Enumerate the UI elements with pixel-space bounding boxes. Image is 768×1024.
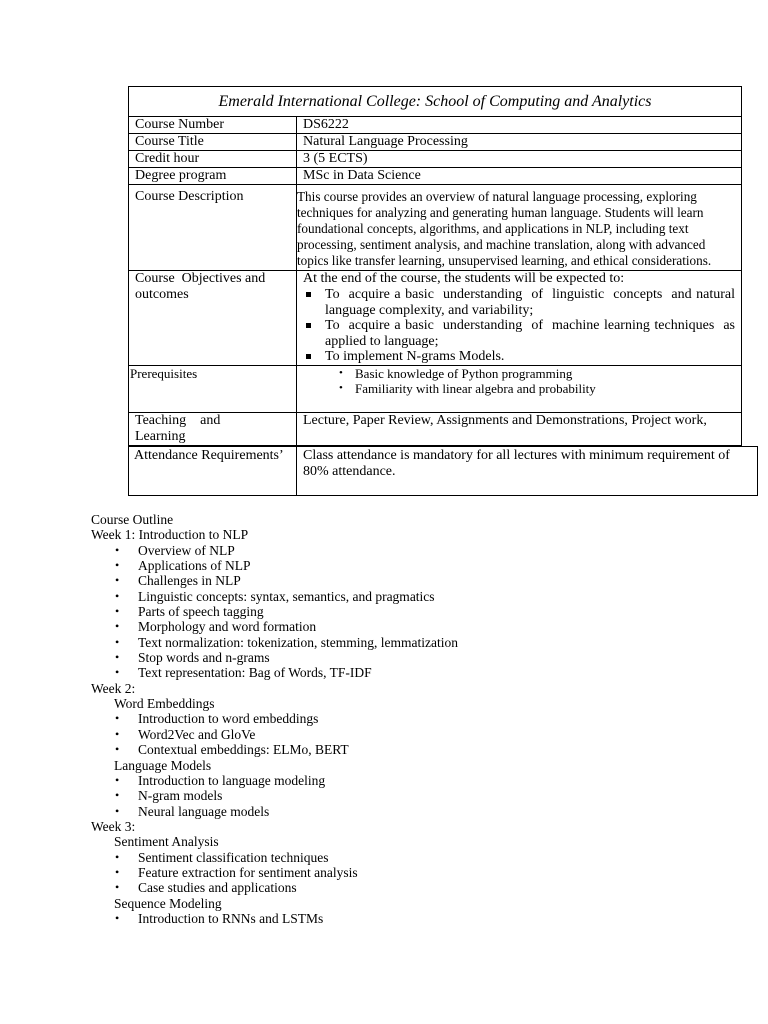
outline-item-text: Applications of NLP — [138, 558, 251, 574]
list-item — [91, 865, 731, 880]
course-description-label: Course Description — [129, 185, 297, 271]
course-title-label: Course Title — [129, 134, 297, 151]
course-number-label: Course Number — [129, 117, 297, 134]
description-line: processing, sentiment analysis, and machine translation, along with advanced — [297, 237, 706, 252]
list-item — [91, 742, 731, 757]
prerequisites-label: Prerequisites — [129, 365, 297, 412]
teaching-label — [129, 412, 297, 445]
list-item — [337, 381, 741, 397]
table-row — [129, 447, 758, 496]
bullet-icon: • — [115, 711, 120, 726]
outline-item-text: Challenges in NLP — [138, 573, 241, 589]
table-row — [129, 365, 742, 412]
bullet-icon: • — [115, 864, 120, 879]
list-item — [91, 558, 731, 573]
square-bullet-icon — [306, 292, 311, 297]
objectives-label-line: outcomes — [135, 287, 189, 302]
outline-item-text: Morphology and word formation — [138, 619, 317, 635]
bullet-icon: • — [115, 542, 120, 557]
outline-item-text: Contextual embeddings: ELMo, BERT — [138, 742, 349, 758]
bullet-icon: • — [115, 788, 120, 803]
course-number-value: DS6222 — [297, 117, 742, 134]
degree-program-label: Degree program — [129, 168, 297, 185]
square-bullet-icon — [306, 354, 311, 359]
list-item — [91, 773, 731, 788]
list-item — [303, 287, 739, 318]
table-row — [129, 412, 742, 445]
outline-item-text: Parts of speech tagging — [138, 604, 264, 620]
list-item — [91, 650, 731, 665]
outline-item-text: N-gram models — [138, 788, 223, 804]
bullet-icon: • — [115, 604, 120, 619]
credit-hour-label: Credit hour — [129, 151, 297, 168]
outline-item-text: Sentiment classification techniques — [138, 849, 329, 865]
week-heading: Week 2: — [91, 680, 136, 696]
bullet-icon: • — [115, 742, 120, 757]
objectives-label — [129, 271, 297, 366]
bullet-icon: • — [339, 366, 343, 379]
bullet-icon: • — [115, 573, 120, 588]
college-title: Emerald International College: School of Computing and Analytics — [129, 87, 742, 117]
bullet-icon: • — [115, 588, 120, 603]
list-item — [91, 604, 731, 619]
bullet-icon: • — [115, 772, 120, 787]
table-row — [129, 151, 742, 168]
list-item — [91, 911, 731, 926]
list-item — [91, 804, 731, 819]
description-line: techniques for analyzing and generating human language. Students will learn — [297, 205, 704, 220]
list-item — [91, 727, 731, 742]
outline-item-text: Introduction to word embeddings — [138, 711, 319, 727]
list-item — [91, 665, 731, 680]
list-item — [91, 880, 731, 895]
objectives-list — [303, 287, 739, 365]
outline-item-text: Linguistic concepts: syntax, semantics, and pragmatics — [138, 588, 435, 604]
section-heading: Sequence Modeling — [114, 895, 222, 911]
list-item — [91, 589, 731, 604]
outline-item-text: Case studies and applications — [138, 880, 297, 896]
table-row — [129, 271, 742, 366]
table-row — [129, 134, 742, 151]
table-row — [129, 185, 742, 271]
attendance-label: Attendance Requirements’ — [129, 447, 297, 496]
objective-text: To implement N-grams Models. — [325, 349, 505, 364]
course-title-value: Natural Language Processing — [297, 134, 742, 151]
course-outline — [91, 512, 731, 926]
week-heading: Week 1: Introduction to NLP — [91, 527, 249, 543]
outline-heading: Course Outline — [91, 512, 174, 527]
bullet-icon: • — [115, 619, 120, 634]
list-item — [91, 788, 731, 803]
objectives-intro: At the end of the course, the students will be expected to: — [303, 271, 625, 286]
bullet-icon: • — [115, 880, 120, 895]
list-item — [91, 635, 731, 650]
teaching-label-line: Teaching and — [135, 412, 221, 428]
outline-item-text: Text representation: Bag of Words, TF-IDF — [138, 665, 372, 681]
outline-item-text: Word2Vec and GloVe — [138, 726, 256, 742]
description-line: This course provides an overview of natural language processing, exploring — [297, 189, 697, 204]
prerequisite-text: Basic knowledge of Python programming — [355, 365, 573, 381]
teaching-label-line: Learning — [135, 428, 186, 444]
outline-item-text: Text normalization: tokenization, stemming, lemmatization — [138, 634, 458, 650]
outline-item-text: Feature extraction for sentiment analysis — [138, 864, 358, 880]
outline-item-text: Introduction to language modeling — [138, 772, 326, 788]
bullet-icon: • — [339, 382, 343, 394]
section-heading: Word Embeddings — [114, 696, 215, 712]
section-heading: Language Models — [114, 757, 212, 773]
table-row — [129, 117, 742, 134]
bullet-icon: • — [115, 665, 120, 680]
prerequisite-text: Familiarity with linear algebra and probability — [355, 381, 596, 396]
list-item — [337, 366, 741, 382]
bullet-icon: • — [115, 849, 120, 864]
objective-text: To acquire a basic understanding of machine learning techniques as applied to language; — [325, 318, 739, 349]
description-line: foundational concepts, algorithms, and applications in NLP, including text — [297, 221, 689, 236]
week-heading: Week 3: — [91, 818, 136, 834]
bullet-icon: • — [115, 558, 120, 573]
prerequisites-value — [297, 365, 742, 412]
outline-item-text: Stop words and n-grams — [138, 650, 270, 666]
objective-text: To acquire a basic understanding of linguistic concepts and natural language complexity, and variability; — [325, 287, 739, 318]
list-item — [91, 711, 731, 726]
teaching-value: Lecture, Paper Review, Assignments and Demonstrations, Project work, — [297, 412, 742, 445]
section-heading: Sentiment Analysis — [114, 834, 219, 850]
table-row — [129, 168, 742, 185]
bullet-icon: • — [115, 803, 120, 818]
bullet-icon: • — [115, 650, 120, 665]
attendance-table — [128, 446, 758, 496]
bullet-icon: • — [115, 726, 120, 741]
outline-item-text: Overview of NLP — [138, 542, 235, 558]
credit-hour-value: 3 (5 ECTS) — [297, 151, 742, 168]
attendance-value: Class attendance is mandatory for all lectures with minimum requirement of 80% attendance. — [297, 447, 758, 496]
degree-program-value: MSc in Data Science — [297, 168, 742, 185]
list-item — [303, 318, 739, 349]
bullet-icon: • — [115, 910, 120, 925]
square-bullet-icon — [306, 323, 311, 328]
list-item — [91, 850, 731, 865]
list-item — [91, 619, 731, 634]
outline-item-text: Neural language models — [138, 803, 270, 819]
objectives-label-line: Course Objectives and — [135, 271, 266, 286]
course-info-table — [128, 86, 742, 446]
bullet-icon: • — [115, 634, 120, 649]
list-item — [91, 543, 731, 558]
objectives-value — [297, 271, 742, 366]
prerequisites-list — [297, 366, 741, 397]
list-item — [303, 349, 735, 365]
course-description-value — [297, 185, 742, 271]
outline-item-text: Introduction to RNNs and LSTMs — [138, 910, 324, 926]
description-line: topics like transfer learning, unsupervised learning, and ethical considerations. — [297, 253, 712, 268]
list-item — [91, 573, 731, 588]
